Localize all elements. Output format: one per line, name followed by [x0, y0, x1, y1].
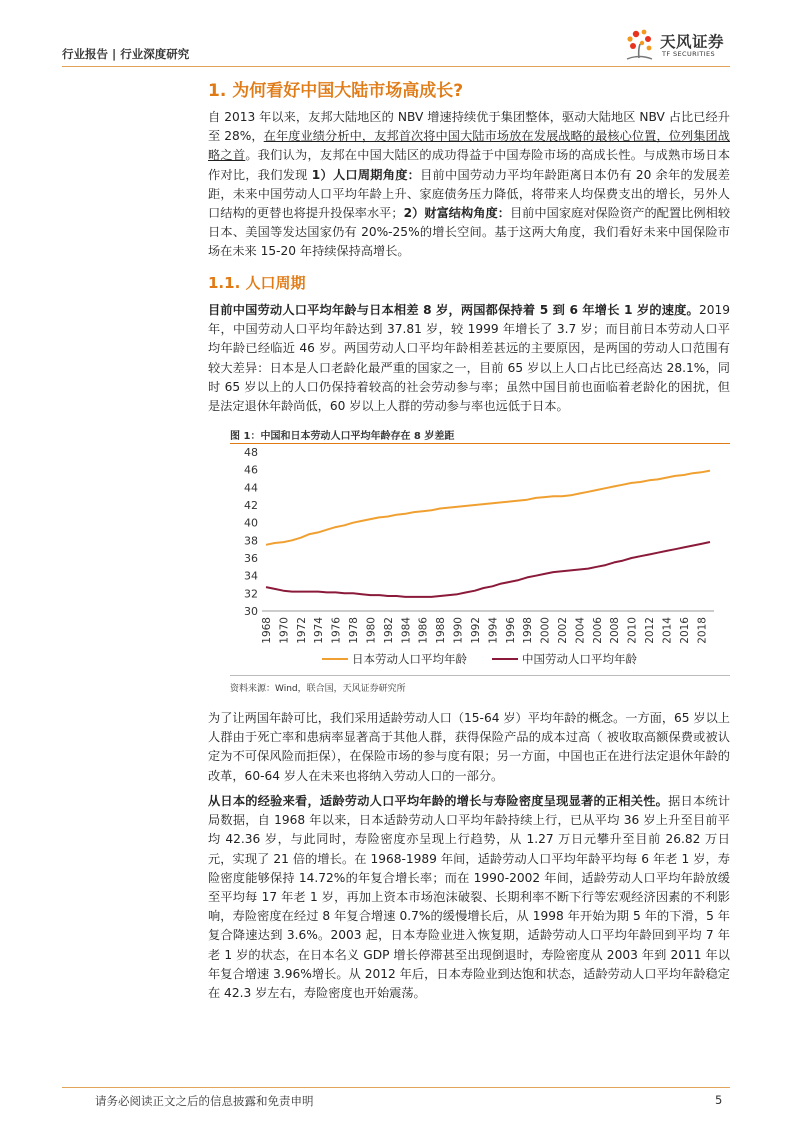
- footer-divider: [62, 1087, 730, 1088]
- company-logo: [622, 26, 734, 62]
- text-run: 目前中国劳动力平均年龄距离日本仍有 20 余年的发展差距，未来中国劳动人口平均年龄上升、家庭债务压力降低，将带来人均保费支出的增长，另外人口结构的更替也将提升投保率水平；: [208, 167, 730, 221]
- logo-text-en: TF SECURITIES: [662, 50, 716, 58]
- y-tick-label: 42: [244, 499, 258, 512]
- y-tick-label: 46: [244, 463, 258, 477]
- series-line-1: [266, 471, 710, 545]
- bold-text: 从日本的经验来看，适龄劳动人口平均年龄的增长与寿险密度呈现显著的正相关性。: [208, 794, 669, 808]
- section-heading: 1. 为何看好中国大陆市场高成长?: [208, 81, 464, 101]
- figure-source: 资料来源：Wind，联合国，天风证券研究所: [230, 684, 406, 694]
- x-tick-label: 2004: [574, 617, 587, 644]
- section-1-paragraph: [208, 108, 730, 262]
- legend-label: 中国劳动人口平均年龄: [522, 652, 637, 666]
- x-tick-label: 2012: [644, 617, 657, 644]
- y-tick-label: 38: [244, 534, 258, 548]
- x-tick-label: 1972: [295, 617, 308, 644]
- x-tick-label: 1988: [435, 617, 448, 644]
- text-run: 2019 年，中国劳动人口平均年龄达到 37.81 岁，较 1999 年增长了 3.7 岁；而目前日本劳动人口平均年龄已经临近 46 岁。两国劳动人口平均年龄相差甚远的主要原因，是两国的劳动人口范围有较大差异：日本是人口老龄化最严重的国家之一，目前 65 岁以上人口占比已经高达 28.1%，同时 65 岁以上的人口仍保持着较高的社会劳动参与率；虽然中国目前也面临着老龄化的困扰，但是法定退休年龄尚低，60 岁以上人群的劳动参与率也远低于日本。: [208, 303, 730, 414]
- y-tick-label: 44: [244, 481, 258, 495]
- logo-text-cn: 天风证券: [660, 33, 725, 51]
- text-run: 。我们认为，友邦在中国大陆区的成功得益于中国寿险市场的高成长性。与成熟市场日本作对比，我们发现: [208, 148, 731, 182]
- legend-label: 日本劳动人口平均年龄: [352, 652, 467, 666]
- text-run: 据日本统计局数据，自 1968 年以来，日本适龄劳动人口平均年龄持续上行，已从平均 36 岁上升至目前平均 42.36 岁，与此同时，寿险密度亦呈现上行趋势，从 1.27 万日元攀升至目前 26.82 万日元，实现了 21 倍的增长。在 1968-1989 年间，适龄劳动人口平均年龄平均每 6 年老 1 岁，寿险密度能够保持 14.72%的年复合增长率；而在 1990-2002 年间，适龄劳动人口平均年龄放缓至平均每 17 年老 1 岁，再加上资本市场泡沫破裂、长期利率不断下行等宏观经济因素的不利影响，寿险密度在经过 8 年复合增速 0.7%的缓慢增长后，从 1998 年开始为期 5 年的下滑，5 年复合降速达到 3.6%。2003 起，日本寿险业进入恢复期，适龄劳动人口平均年龄回到平均 7 年老 1 岁的状态，在日本名义 GDP 增长停滞甚至出现倒退时，寿险密度从 2003 年到 2011 年以年复合增速 3.96%增长。从 2012 年后，日本寿险业到达饱和状态，适龄劳动人口平均年龄稳定在 42.3 岁左右，寿险密度也开始震荡。: [208, 794, 731, 1001]
- y-tick-label: 40: [244, 516, 258, 530]
- text-run: 目前中国家庭对保险资产的配置比例相较日本、美国等发达国家仍有 20%-25%的增长空间。基于这两大角度，我们看好未来中国保险市场在未来 15-20 年持续保持高增长。: [208, 206, 731, 259]
- x-tick-label: 1992: [469, 617, 482, 644]
- x-tick-label: 1990: [452, 617, 465, 644]
- x-tick-label: 2008: [609, 617, 622, 644]
- y-tick-label: 30: [244, 605, 258, 618]
- x-tick-label: 1978: [348, 617, 361, 644]
- x-tick-label: 1982: [382, 617, 395, 644]
- age-line-chart: [230, 444, 730, 674]
- header-divider: [62, 66, 730, 67]
- age-definition-paragraph: 为了让两国年龄可比，我们采用适龄劳动人口（15-64 岁）平均年龄的概念。一方面，65 岁以上人群由于死亡率和患病率显著高于其他人群，获得保险产品的成本过高（ 被收取高额保费或被认定为不可保风险而拒保），在保险市场的参与度有限；另一方面，中国也正在进行法定退休年龄的改革，60-64 岁人在未来也将纳入劳动人口的一部分。: [208, 711, 730, 783]
- japan-experience-paragraph: [208, 792, 730, 1003]
- logo-flower-icon: [622, 28, 658, 62]
- text-run: 自 2013 年以来，友邦大陆地区的 NBV 增速持续优于集团整体，驱动大陆地区 NBV 占比已经升至 28%，: [208, 110, 730, 144]
- report-category: 行业报告 | 行业深度研究: [62, 47, 190, 61]
- x-tick-label: 2000: [539, 617, 552, 644]
- figure-divider-bottom: [230, 675, 730, 676]
- x-tick-label: 1996: [504, 617, 517, 644]
- population-paragraph: [208, 301, 730, 416]
- bold-text: 1）人口周期角度：: [311, 167, 421, 182]
- x-tick-label: 1998: [522, 617, 535, 644]
- bold-text: 目前中国劳动人口平均年龄与日本相差 8 岁，两国都保持着 5 到 6 年增长 1 岁的速度。: [208, 303, 699, 317]
- y-tick-label: 34: [244, 569, 258, 583]
- subsection-heading: 1.1. 人口周期: [208, 274, 306, 292]
- x-tick-label: 1984: [400, 617, 413, 644]
- x-tick-label: 1970: [278, 617, 291, 644]
- x-tick-label: 2010: [626, 617, 639, 644]
- x-tick-label: 2006: [591, 617, 604, 644]
- x-tick-label: 1968: [261, 617, 273, 644]
- x-tick-label: 2016: [678, 617, 691, 644]
- x-tick-label: 2002: [557, 617, 569, 644]
- series-line-2: [266, 542, 710, 597]
- page-number: 5: [715, 1093, 723, 1107]
- y-tick-label: 36: [244, 552, 258, 565]
- footer-disclaimer: 请务必阅读正文之后的信息披露和免责申明: [95, 1094, 314, 1108]
- x-tick-label: 1986: [417, 617, 430, 644]
- figure-title: 图 1：中国和日本劳动人口平均年龄存在 8 岁差距: [230, 431, 455, 442]
- underlined-text: 在年度业绩分析中，友邦首次将中国大陆市场放在发展战略的最核心位置，位列集团战略之首: [208, 129, 730, 163]
- x-tick-label: 1994: [487, 617, 500, 644]
- x-tick-label: 2018: [696, 617, 709, 644]
- y-tick-label: 48: [244, 446, 258, 459]
- y-tick-label: 32: [244, 587, 258, 601]
- bold-text: 2）财富结构角度：: [403, 206, 510, 221]
- x-tick-label: 2014: [661, 617, 674, 644]
- x-tick-label: 1976: [330, 617, 343, 644]
- x-tick-label: 1974: [313, 617, 326, 644]
- x-tick-label: 1980: [365, 617, 378, 644]
